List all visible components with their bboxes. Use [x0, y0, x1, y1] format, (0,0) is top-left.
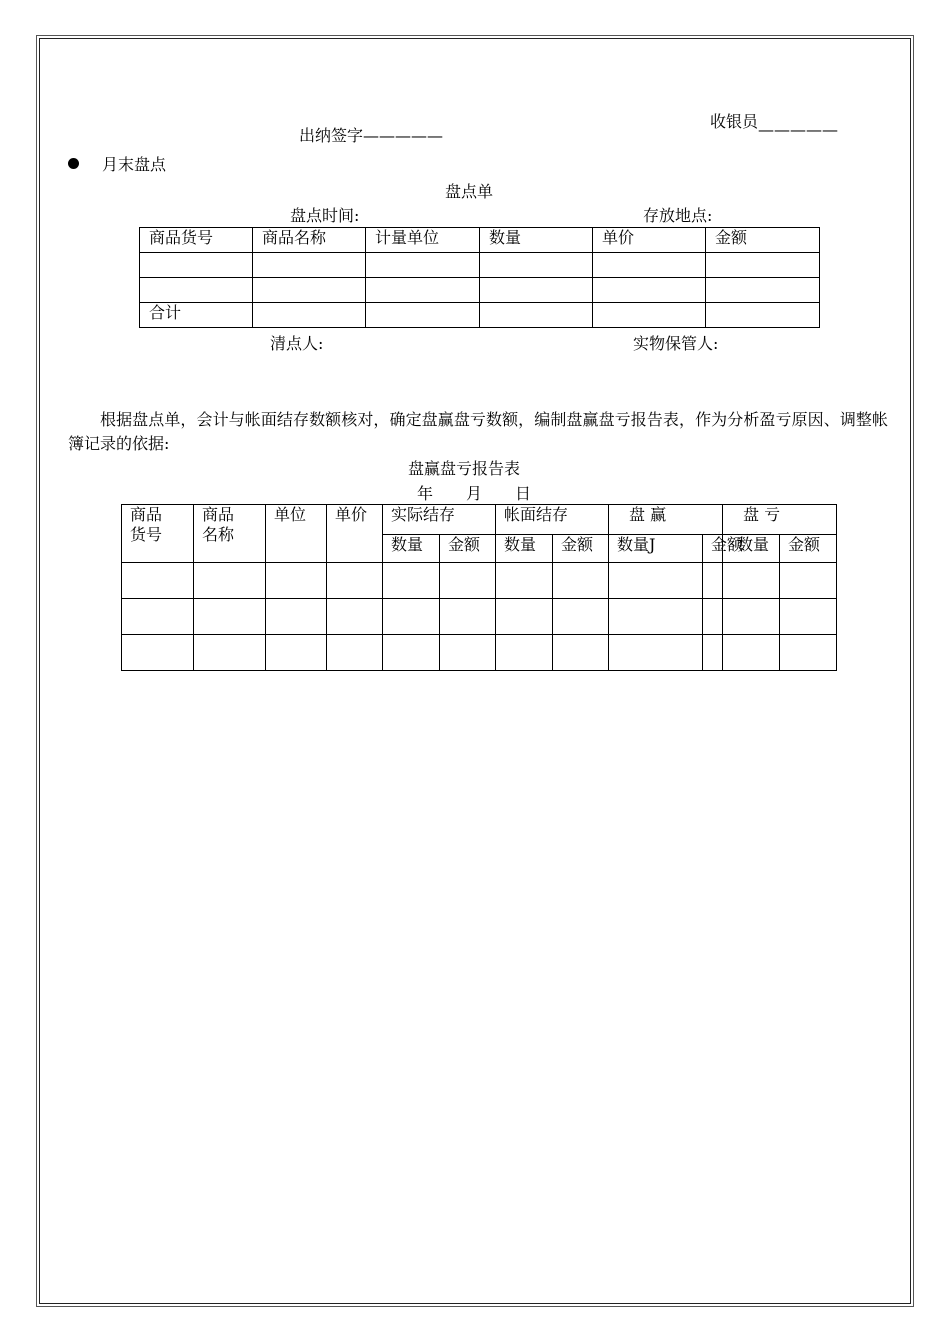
table-cell: [140, 278, 253, 303]
table-cell: [780, 599, 837, 635]
sub-book-amount: 金额: [553, 535, 609, 563]
header-unit-price: 单价: [327, 505, 383, 563]
table-cell: [383, 635, 440, 671]
table-cell: [593, 253, 706, 278]
header-loss: 盘 亏: [723, 505, 837, 535]
table-row: [122, 635, 837, 671]
table-cell: [480, 253, 593, 278]
table-cell: [703, 635, 723, 671]
table-cell: [266, 563, 327, 599]
cashier-label-text: 收银员: [710, 112, 759, 131]
cashier-line: —————: [758, 120, 839, 139]
header-item-name: 商品 名称: [194, 505, 266, 563]
table-cell: [194, 635, 266, 671]
table-cell: [440, 599, 496, 635]
column-header: 数量: [480, 228, 593, 253]
table-cell: [706, 253, 820, 278]
table-cell: [383, 599, 440, 635]
table-cell: [609, 563, 703, 599]
table-cell: [194, 563, 266, 599]
table-cell: [723, 599, 780, 635]
table-cell: [383, 563, 440, 599]
bullet-icon: [68, 158, 79, 169]
column-header: 单价: [593, 228, 706, 253]
sub-gain-amount: 金额: [703, 535, 723, 563]
column-header: 金额: [706, 228, 820, 253]
table-cell: [496, 635, 553, 671]
table-cell: [706, 303, 820, 328]
table-cell: [140, 253, 253, 278]
table-row: [122, 599, 837, 635]
cashier-label: [710, 112, 839, 139]
report-date: [417, 484, 531, 504]
column-header: 计量单位: [366, 228, 480, 253]
cashier-signature-label: 出纳签字—————: [299, 126, 444, 145]
sub-loss-qty: 数量: [723, 535, 780, 563]
table-cell: [723, 563, 780, 599]
column-header: 商品货号: [140, 228, 253, 253]
sub-actual-amount: 金额: [440, 535, 496, 563]
sub-actual-qty: 数量: [383, 535, 440, 563]
table-cell: [703, 599, 723, 635]
table-cell: [366, 253, 480, 278]
inventory-table: [139, 227, 820, 328]
table-cell: [780, 563, 837, 599]
table-cell: [266, 635, 327, 671]
sub-book-qty: 数量: [496, 535, 553, 563]
header-book: 帐面结存: [496, 505, 609, 535]
inventory-location-label: 存放地点:: [643, 206, 713, 225]
table-cell: [440, 563, 496, 599]
table-cell: [122, 563, 194, 599]
table-cell: [609, 599, 703, 635]
table-row: [140, 253, 820, 278]
table-cell: [366, 303, 480, 328]
table-cell: [496, 563, 553, 599]
table-cell: [327, 599, 383, 635]
table-cell: [440, 635, 496, 671]
table-row: [122, 563, 837, 599]
table-cell: [480, 278, 593, 303]
gain-loss-report-table: [121, 504, 837, 671]
sub-gain-qty: 数量J: [609, 535, 703, 563]
table-cell: [706, 278, 820, 303]
table-cell: [553, 599, 609, 635]
table-cell: [122, 599, 194, 635]
sub-loss-amount: 金额: [780, 535, 837, 563]
table-cell: [553, 635, 609, 671]
table-cell: [266, 599, 327, 635]
section-title: 月末盘点: [102, 155, 167, 174]
table-cell: [780, 635, 837, 671]
table-total-row: [140, 303, 820, 328]
keeper-label: 实物保管人:: [633, 334, 719, 353]
table-cell: [122, 635, 194, 671]
table-cell: [480, 303, 593, 328]
counter-label: 清点人:: [270, 334, 324, 353]
table-cell: [253, 303, 366, 328]
date-day: 日: [515, 484, 532, 503]
inventory-sheet-title: 盘点单: [445, 182, 494, 201]
table-cell: [593, 278, 706, 303]
table-cell: [253, 278, 366, 303]
header-item-no: 商品 货号: [122, 505, 194, 563]
report-title: 盘赢盘亏报告表: [408, 459, 521, 478]
header-unit: 单位: [266, 505, 327, 563]
body-paragraph: 根据盘点单，会计与帐面结存数额核对，确定盘赢盘亏数额，编制盘赢盘亏报告表，作为分析盈亏原因、调整帐簿记录的依据:: [68, 410, 888, 453]
inventory-time-label: 盘点时间:: [290, 206, 360, 225]
table-cell: [496, 599, 553, 635]
table-cell: [327, 635, 383, 671]
column-header: 商品名称: [253, 228, 366, 253]
table-cell: [723, 635, 780, 671]
table-header-row: [140, 228, 820, 253]
table-cell: [366, 278, 480, 303]
table-cell: [703, 563, 723, 599]
date-month: 月: [466, 484, 483, 503]
table-cell: [553, 563, 609, 599]
table-cell: [609, 635, 703, 671]
report-header-row: [122, 505, 837, 535]
table-row: [140, 278, 820, 303]
header-actual: 实际结存: [383, 505, 496, 535]
table-cell: [593, 303, 706, 328]
table-cell: [327, 563, 383, 599]
table-cell: [253, 253, 366, 278]
date-year: 年: [417, 484, 434, 503]
table-cell: [194, 599, 266, 635]
header-gain: 盘 赢: [609, 505, 723, 535]
total-label: 合计: [140, 303, 253, 328]
